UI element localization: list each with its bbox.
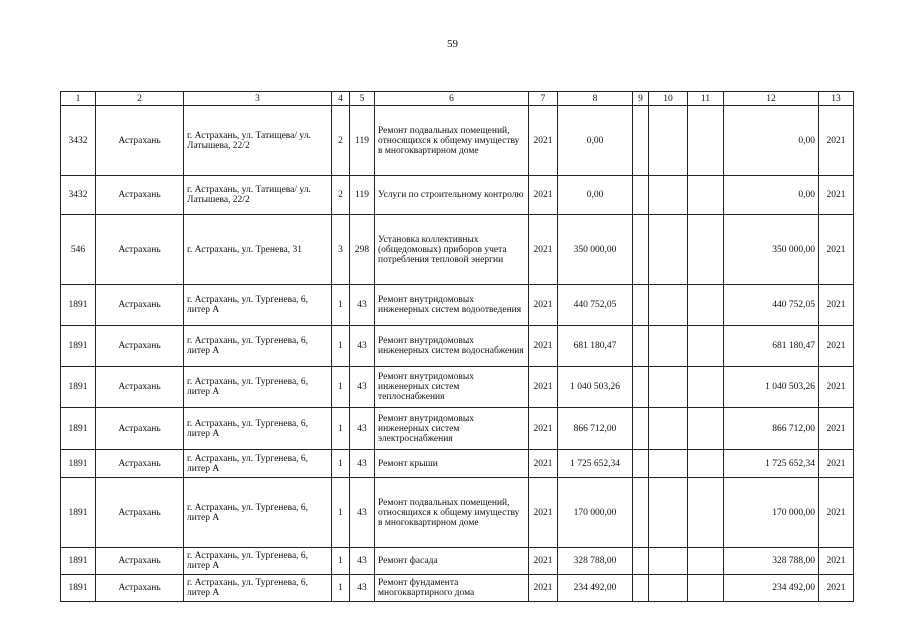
table-row (61, 408, 854, 450)
address-cell: г. Астрахань, ул. Тургенева, 6, литер А (184, 367, 332, 408)
col9-cell (633, 285, 649, 326)
col9-cell (633, 478, 649, 548)
col5-cell: 43 (350, 367, 375, 408)
column-header: 13 (819, 92, 854, 106)
house-id-cell: 1891 (61, 450, 96, 478)
completion-year-cell: 2021 (819, 408, 854, 450)
col11-cell (688, 575, 724, 602)
work-type-cell: Услуги по строительному контролю (375, 176, 529, 215)
house-id-cell: 1891 (61, 575, 96, 602)
column-header: 5 (350, 92, 375, 106)
col9-cell (633, 106, 649, 176)
work-type-cell: Ремонт внутридомовых инженерных систем водоотведения (375, 285, 529, 326)
col5-cell: 298 (350, 215, 375, 285)
house-id-cell: 1891 (61, 478, 96, 548)
year-cell: 2021 (529, 285, 558, 326)
address-cell: г. Астрахань, ул. Тургенева, 6, литер А (184, 548, 332, 575)
col11-cell (688, 408, 724, 450)
col5-cell: 43 (350, 450, 375, 478)
column-header: 8 (558, 92, 633, 106)
house-id-cell: 1891 (61, 326, 96, 367)
completion-year-cell: 2021 (819, 215, 854, 285)
address-cell: г. Астрахань, ул. Тургенева, 6, литер А (184, 285, 332, 326)
address-cell: г. Астрахань, ул. Тургенева, 6, литер А (184, 450, 332, 478)
column-header: 11 (688, 92, 724, 106)
col5-cell: 43 (350, 408, 375, 450)
col5-cell: 43 (350, 575, 375, 602)
address-cell: г. Астрахань, ул. Тургенева, 6, литер А (184, 478, 332, 548)
house-id-cell: 1891 (61, 285, 96, 326)
column-header: 9 (633, 92, 649, 106)
year-cell: 2021 (529, 215, 558, 285)
house-id-cell: 1891 (61, 367, 96, 408)
year-cell: 2021 (529, 548, 558, 575)
municipality-cell: Астрахань (96, 575, 184, 602)
table-body (61, 106, 854, 602)
municipality-cell: Астрахань (96, 367, 184, 408)
table-row (61, 326, 854, 367)
col10-cell (649, 176, 688, 215)
house-id-cell: 3432 (61, 176, 96, 215)
column-header: 2 (96, 92, 184, 106)
page-number: 59 (447, 38, 458, 50)
table-row (61, 367, 854, 408)
completion-year-cell: 2021 (819, 478, 854, 548)
cost-cell: 328 788,00 (558, 548, 633, 575)
table-row (61, 106, 854, 176)
year-cell: 2021 (529, 176, 558, 215)
municipality-cell: Астрахань (96, 478, 184, 548)
total-cost-cell: 234 492,00 (724, 575, 819, 602)
priority-cell: 1 (332, 285, 350, 326)
col10-cell (649, 548, 688, 575)
house-id-cell: 1891 (61, 548, 96, 575)
col10-cell (649, 106, 688, 176)
address-cell: г. Астрахань, ул. Татищева/ ул. Латышева, 22/2 (184, 176, 332, 215)
cost-cell: 440 752,05 (558, 285, 633, 326)
col10-cell (649, 326, 688, 367)
total-cost-cell: 681 180,47 (724, 326, 819, 367)
work-type-cell: Ремонт внутридомовых инженерных систем теплоснабжения (375, 367, 529, 408)
address-cell: г. Астрахань, ул. Тургенева, 6, литер А (184, 575, 332, 602)
municipality-cell: Астрахань (96, 176, 184, 215)
column-header: 3 (184, 92, 332, 106)
address-cell: г. Астрахань, ул. Тургенева, 6, литер А (184, 326, 332, 367)
col9-cell (633, 367, 649, 408)
priority-cell: 1 (332, 326, 350, 367)
total-cost-cell: 0,00 (724, 176, 819, 215)
total-cost-cell: 1 725 652,34 (724, 450, 819, 478)
municipality-cell: Астрахань (96, 450, 184, 478)
cost-cell: 170 000,00 (558, 478, 633, 548)
priority-cell: 1 (332, 478, 350, 548)
work-type-cell: Ремонт фасада (375, 548, 529, 575)
column-header: 1 (61, 92, 96, 106)
work-type-cell: Ремонт крыши (375, 450, 529, 478)
col10-cell (649, 575, 688, 602)
completion-year-cell: 2021 (819, 176, 854, 215)
column-header: 6 (375, 92, 529, 106)
table-row (61, 575, 854, 602)
column-header: 7 (529, 92, 558, 106)
cost-cell: 0,00 (558, 106, 633, 176)
completion-year-cell: 2021 (819, 285, 854, 326)
col11-cell (688, 106, 724, 176)
work-type-cell: Ремонт подвальных помещений, относящихся к общему имуществу в многоквартирном доме (375, 478, 529, 548)
col11-cell (688, 478, 724, 548)
address-cell: г. Астрахань, ул. Татищева/ ул. Латышева, 22/2 (184, 106, 332, 176)
municipality-cell: Астрахань (96, 215, 184, 285)
table-row (61, 548, 854, 575)
year-cell: 2021 (529, 106, 558, 176)
cost-cell: 1 725 652,34 (558, 450, 633, 478)
priority-cell: 2 (332, 106, 350, 176)
year-cell: 2021 (529, 575, 558, 602)
column-header: 4 (332, 92, 350, 106)
table-header-row (61, 92, 854, 106)
completion-year-cell: 2021 (819, 367, 854, 408)
table-row (61, 450, 854, 478)
completion-year-cell: 2021 (819, 575, 854, 602)
year-cell: 2021 (529, 408, 558, 450)
col11-cell (688, 285, 724, 326)
col11-cell (688, 176, 724, 215)
col11-cell (688, 215, 724, 285)
capital-repair-table (60, 91, 854, 602)
work-type-cell: Установка коллективных (общедомовых) приборов учета потребления тепловой энергии (375, 215, 529, 285)
cost-cell: 0,00 (558, 176, 633, 215)
col5-cell: 43 (350, 285, 375, 326)
col9-cell (633, 408, 649, 450)
col9-cell (633, 215, 649, 285)
address-cell: г. Астрахань, ул. Тренева, 31 (184, 215, 332, 285)
col10-cell (649, 408, 688, 450)
col10-cell (649, 450, 688, 478)
col10-cell (649, 367, 688, 408)
col9-cell (633, 326, 649, 367)
total-cost-cell: 866 712,00 (724, 408, 819, 450)
table-row (61, 215, 854, 285)
work-type-cell: Ремонт подвальных помещений, относящихся к общему имуществу в многоквартирном доме (375, 106, 529, 176)
col5-cell: 43 (350, 548, 375, 575)
municipality-cell: Астрахань (96, 548, 184, 575)
col10-cell (649, 215, 688, 285)
col5-cell: 119 (350, 176, 375, 215)
address-cell: г. Астрахань, ул. Тургенева, 6, литер А (184, 408, 332, 450)
house-id-cell: 1891 (61, 408, 96, 450)
col10-cell (649, 285, 688, 326)
total-cost-cell: 440 752,05 (724, 285, 819, 326)
col5-cell: 43 (350, 478, 375, 548)
municipality-cell: Астрахань (96, 106, 184, 176)
work-type-cell: Ремонт фундамента многоквартирного дома (375, 575, 529, 602)
municipality-cell: Астрахань (96, 285, 184, 326)
column-header: 12 (724, 92, 819, 106)
col9-cell (633, 575, 649, 602)
col9-cell (633, 176, 649, 215)
col9-cell (633, 450, 649, 478)
work-type-cell: Ремонт внутридомовых инженерных систем электроснабжения (375, 408, 529, 450)
house-id-cell: 3432 (61, 106, 96, 176)
total-cost-cell: 1 040 503,26 (724, 367, 819, 408)
year-cell: 2021 (529, 478, 558, 548)
completion-year-cell: 2021 (819, 548, 854, 575)
cost-cell: 1 040 503,26 (558, 367, 633, 408)
municipality-cell: Астрахань (96, 408, 184, 450)
col5-cell: 43 (350, 326, 375, 367)
total-cost-cell: 350 000,00 (724, 215, 819, 285)
cost-cell: 681 180,47 (558, 326, 633, 367)
col11-cell (688, 326, 724, 367)
priority-cell: 3 (332, 215, 350, 285)
priority-cell: 1 (332, 548, 350, 575)
total-cost-cell: 328 788,00 (724, 548, 819, 575)
year-cell: 2021 (529, 367, 558, 408)
house-id-cell: 546 (61, 215, 96, 285)
priority-cell: 1 (332, 450, 350, 478)
work-type-cell: Ремонт внутридомовых инженерных систем водоснабжения (375, 326, 529, 367)
priority-cell: 1 (332, 408, 350, 450)
total-cost-cell: 170 000,00 (724, 478, 819, 548)
table-row (61, 176, 854, 215)
priority-cell: 2 (332, 176, 350, 215)
municipality-cell: Астрахань (96, 326, 184, 367)
year-cell: 2021 (529, 326, 558, 367)
col11-cell (688, 367, 724, 408)
year-cell: 2021 (529, 450, 558, 478)
column-header: 10 (649, 92, 688, 106)
completion-year-cell: 2021 (819, 326, 854, 367)
table-row (61, 285, 854, 326)
cost-cell: 234 492,00 (558, 575, 633, 602)
completion-year-cell: 2021 (819, 106, 854, 176)
col11-cell (688, 450, 724, 478)
total-cost-cell: 0,00 (724, 106, 819, 176)
col10-cell (649, 478, 688, 548)
cost-cell: 866 712,00 (558, 408, 633, 450)
cost-cell: 350 000,00 (558, 215, 633, 285)
col5-cell: 119 (350, 106, 375, 176)
completion-year-cell: 2021 (819, 450, 854, 478)
col11-cell (688, 548, 724, 575)
col9-cell (633, 548, 649, 575)
table-row (61, 478, 854, 548)
priority-cell: 1 (332, 367, 350, 408)
priority-cell: 1 (332, 575, 350, 602)
